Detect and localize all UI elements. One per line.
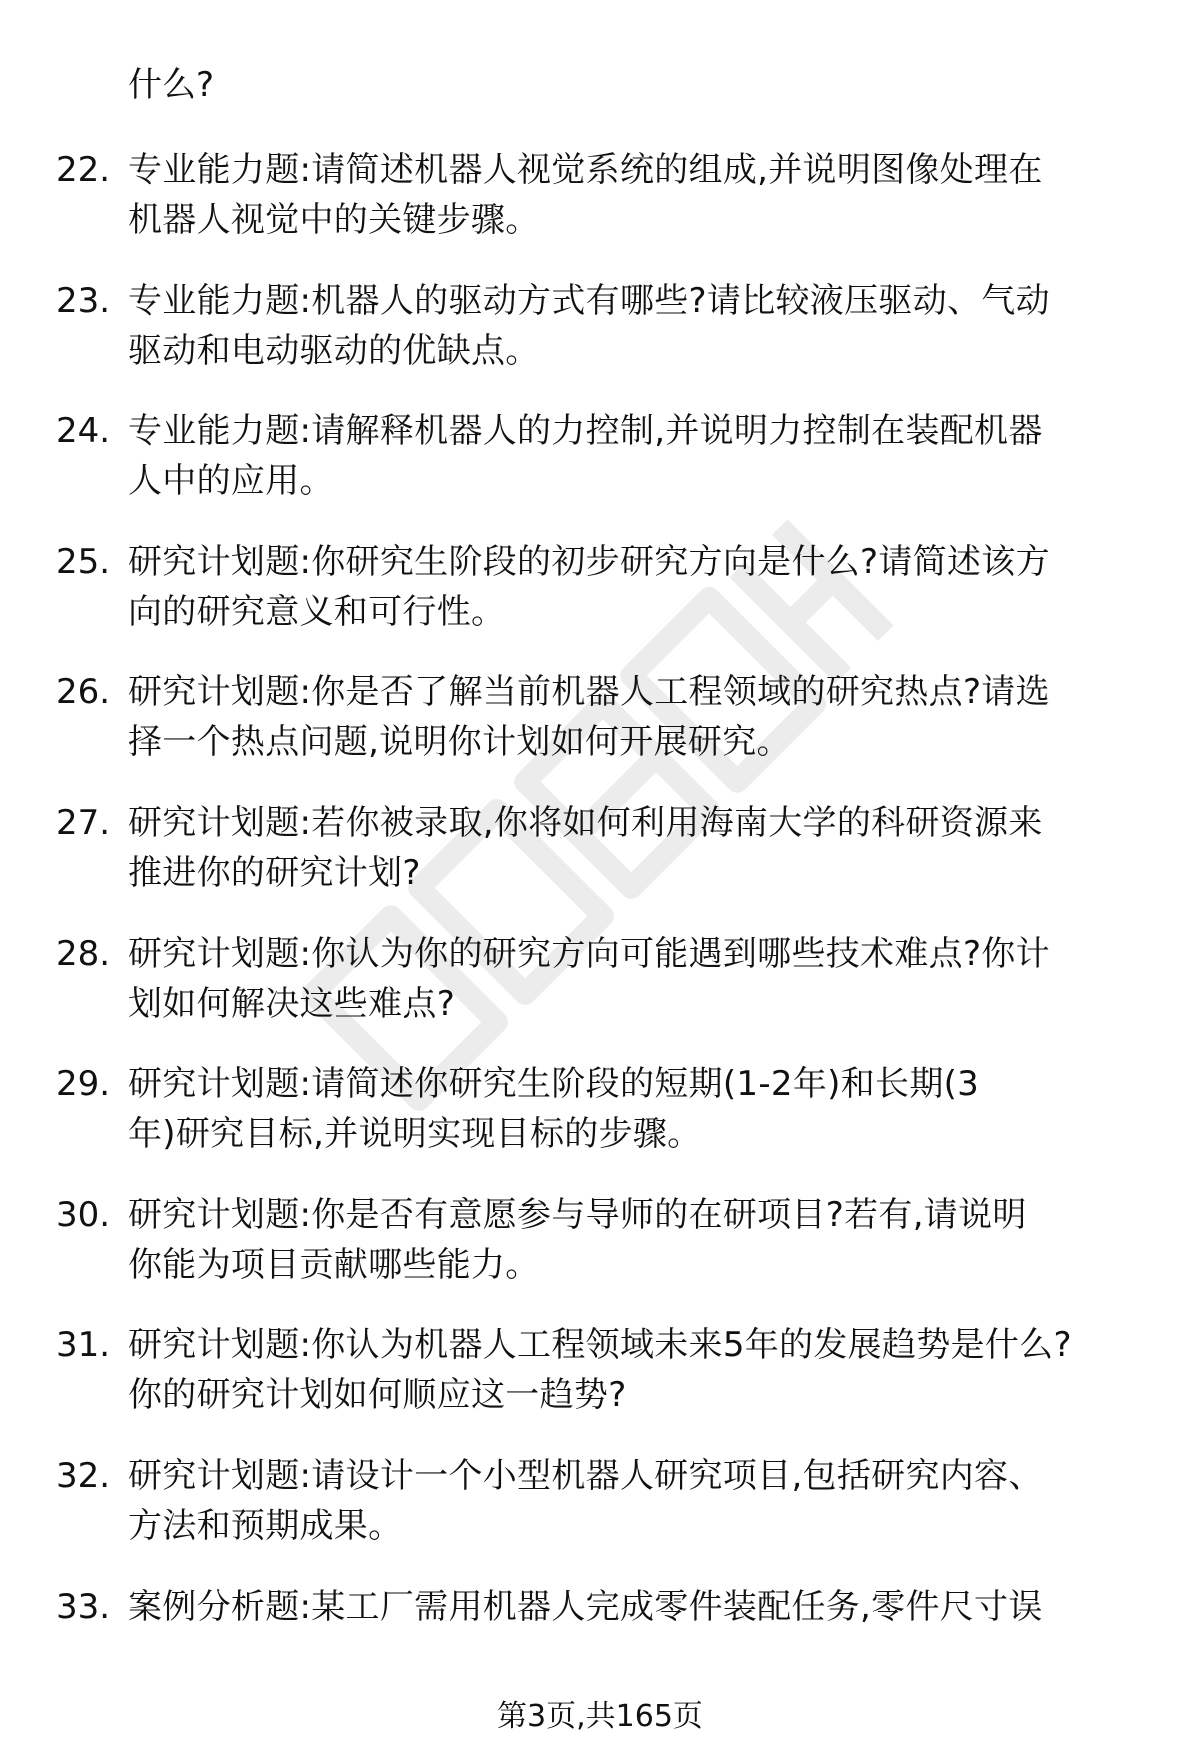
question-item-33 [0,1582,1200,1713]
question-text-line: 驱动和电动驱动的优缺点。 [128,330,540,371]
question-text-line: 研究计划题:你是否了解当前机器人工程领域的研究热点?请选 [128,672,1050,713]
question-text-line: 你的研究计划如何顺应这一趋势? [128,1375,627,1416]
question-text-line: 方法和预期成果。 [128,1505,403,1546]
question-text-line: 研究计划题:你认为机器人工程领域未来5年的发展趋势是什么? [128,1325,1072,1366]
question-text-line: 年)研究目标,并说明实现目标的步骤。 [128,1114,702,1155]
question-number: 27. [56,802,111,843]
question-text-line: 推进你的研究计划? [128,852,421,893]
question-text-line: 专业能力题:请简述机器人视觉系统的组成,并说明图像处理在 [128,150,1043,190]
question-number: 23. [56,280,111,321]
question-item-30 [0,1190,1200,1321]
question-text-line: 研究计划题:你是否有意愿参与导师的在研项目?若有,请说明 [128,1194,1027,1235]
question-text-line: 研究计划题:请简述你研究生阶段的短期(1-2年)和长期(3 [128,1064,980,1105]
question-text-line: 人中的应用。 [128,461,334,502]
question-item-32 [0,1451,1200,1582]
page-number-footer: 第3页,共165页 [497,1699,703,1734]
question-number: 29. [56,1064,111,1105]
question-text-line: 专业能力题:机器人的驱动方式有哪些?请比较液压驱动、气动 [128,280,1050,321]
question-item-31 [0,1320,1200,1451]
question-text-line: 研究计划题:你认为你的研究方向可能遇到哪些技术难点?你计 [128,933,1050,974]
question-item-27 [0,798,1200,929]
continued-question-text: 什么? [128,65,215,105]
question-text-line: 研究计划题:你研究生阶段的初步研究方向是什么?请简述该方 [128,541,1050,582]
question-number: 25. [56,541,111,582]
question-number: 30. [56,1194,111,1235]
question-item-23 [0,276,1200,407]
question-item-26 [0,667,1200,798]
question-text-line: 你能为项目贡献哪些能力。 [128,1244,540,1285]
question-text-line: 划如何解决这些难点? [128,983,456,1024]
question-item-29 [0,1059,1200,1190]
question-text-line: 研究计划题:请设计一个小型机器人研究项目,包括研究内容、 [128,1455,1043,1496]
question-number: 22. [56,150,111,190]
question-item-24 [0,406,1200,537]
question-text-line: 研究计划题:若你被录取,你将如何利用海南大学的科研资源来 [128,802,1043,843]
question-text-line: 机器人视觉中的关键步骤。 [128,200,540,240]
question-text-line: 案例分析题:某工厂需用机器人完成零件装配任务,零件尺寸误 [128,1586,1043,1627]
question-list [0,145,1200,1712]
question-item-22 [0,145,1200,276]
question-number: 32. [56,1455,111,1496]
question-text-line: 专业能力题:请解释机器人的力控制,并说明力控制在装配机器 [128,411,1043,452]
question-item-25 [0,537,1200,668]
question-item-28 [0,929,1200,1060]
question-number: 28. [56,933,111,974]
question-number: 24. [56,411,111,452]
question-number: 26. [56,672,111,713]
question-number: 31. [56,1325,111,1366]
question-text-line: 择一个热点问题,说明你计划如何开展研究。 [128,722,791,763]
question-text-line: 向的研究意义和可行性。 [128,591,506,632]
question-number: 33. [56,1586,111,1627]
